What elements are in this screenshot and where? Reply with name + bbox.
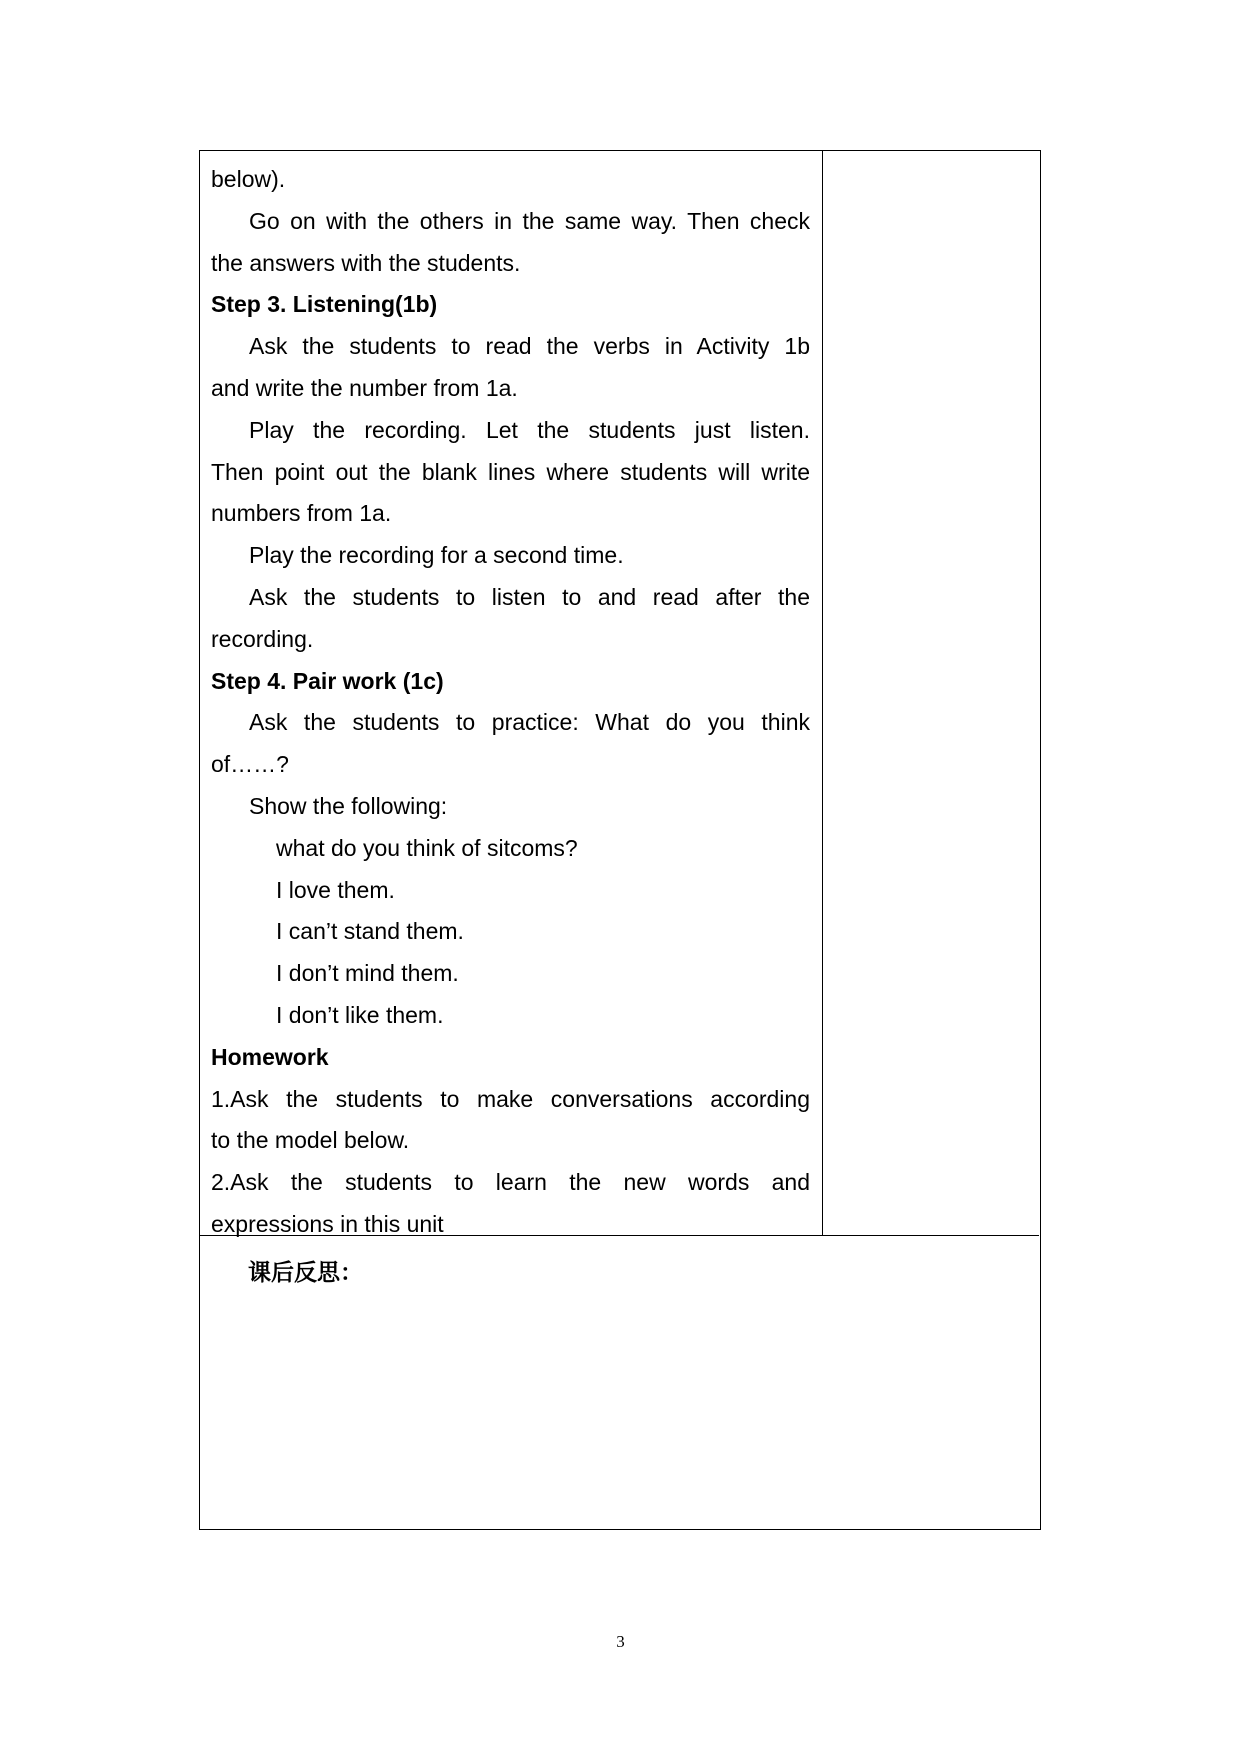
text-line: to the model below.: [211, 1127, 410, 1154]
homework-heading: Homework: [211, 1043, 329, 1070]
reflection-cell: [200, 1236, 1039, 1528]
text-line: and write the number from 1a.: [211, 374, 518, 401]
dialogue-line: I love them.: [276, 876, 395, 903]
text-line: expressions in this unit: [211, 1210, 444, 1237]
text-line: Ask the students to listen to and read after the: [249, 583, 810, 610]
page-number: 3: [616, 1632, 625, 1651]
text-line: below).: [211, 166, 286, 192]
teaching-steps-cell: [200, 151, 823, 1236]
text-line: of……?: [211, 751, 289, 778]
text-line: Go on with the others in the same way. Then check: [249, 207, 810, 234]
text-line: Show the following:: [249, 792, 448, 819]
text-line: numbers from 1a.: [211, 500, 392, 527]
homework-item: 1.Ask the students to make conversations according: [211, 1085, 810, 1112]
text-line: Play the recording for a second time.: [249, 542, 624, 569]
text-line: recording.: [211, 625, 314, 652]
text-line: Then point out the blank lines where students will write: [211, 458, 810, 485]
step-3-heading: Step 3. Listening(1b): [211, 291, 438, 318]
step-4-heading: Step 4. Pair work (1c): [211, 667, 444, 694]
dialogue-line: I don’t like them.: [276, 1001, 444, 1028]
notes-cell: [823, 151, 1039, 1236]
text-line: Ask the students to read the verbs in Activity 1b: [249, 333, 810, 360]
dialogue-line: what do you think of sitcoms?: [276, 834, 578, 861]
reflection-label: 课后反思：: [248, 1260, 363, 1286]
text-line: Play the recording. Let the students just listen.: [249, 416, 810, 443]
text-line: Ask the students to practice: What do you think: [249, 709, 810, 736]
homework-item: 2.Ask the students to learn the new words and: [211, 1169, 810, 1196]
text-line: the answers with the students.: [211, 249, 521, 276]
dialogue-line: I don’t mind them.: [276, 960, 459, 987]
lesson-plan-table: [199, 150, 1041, 1530]
dialogue-line: I can’t stand them.: [276, 918, 464, 945]
